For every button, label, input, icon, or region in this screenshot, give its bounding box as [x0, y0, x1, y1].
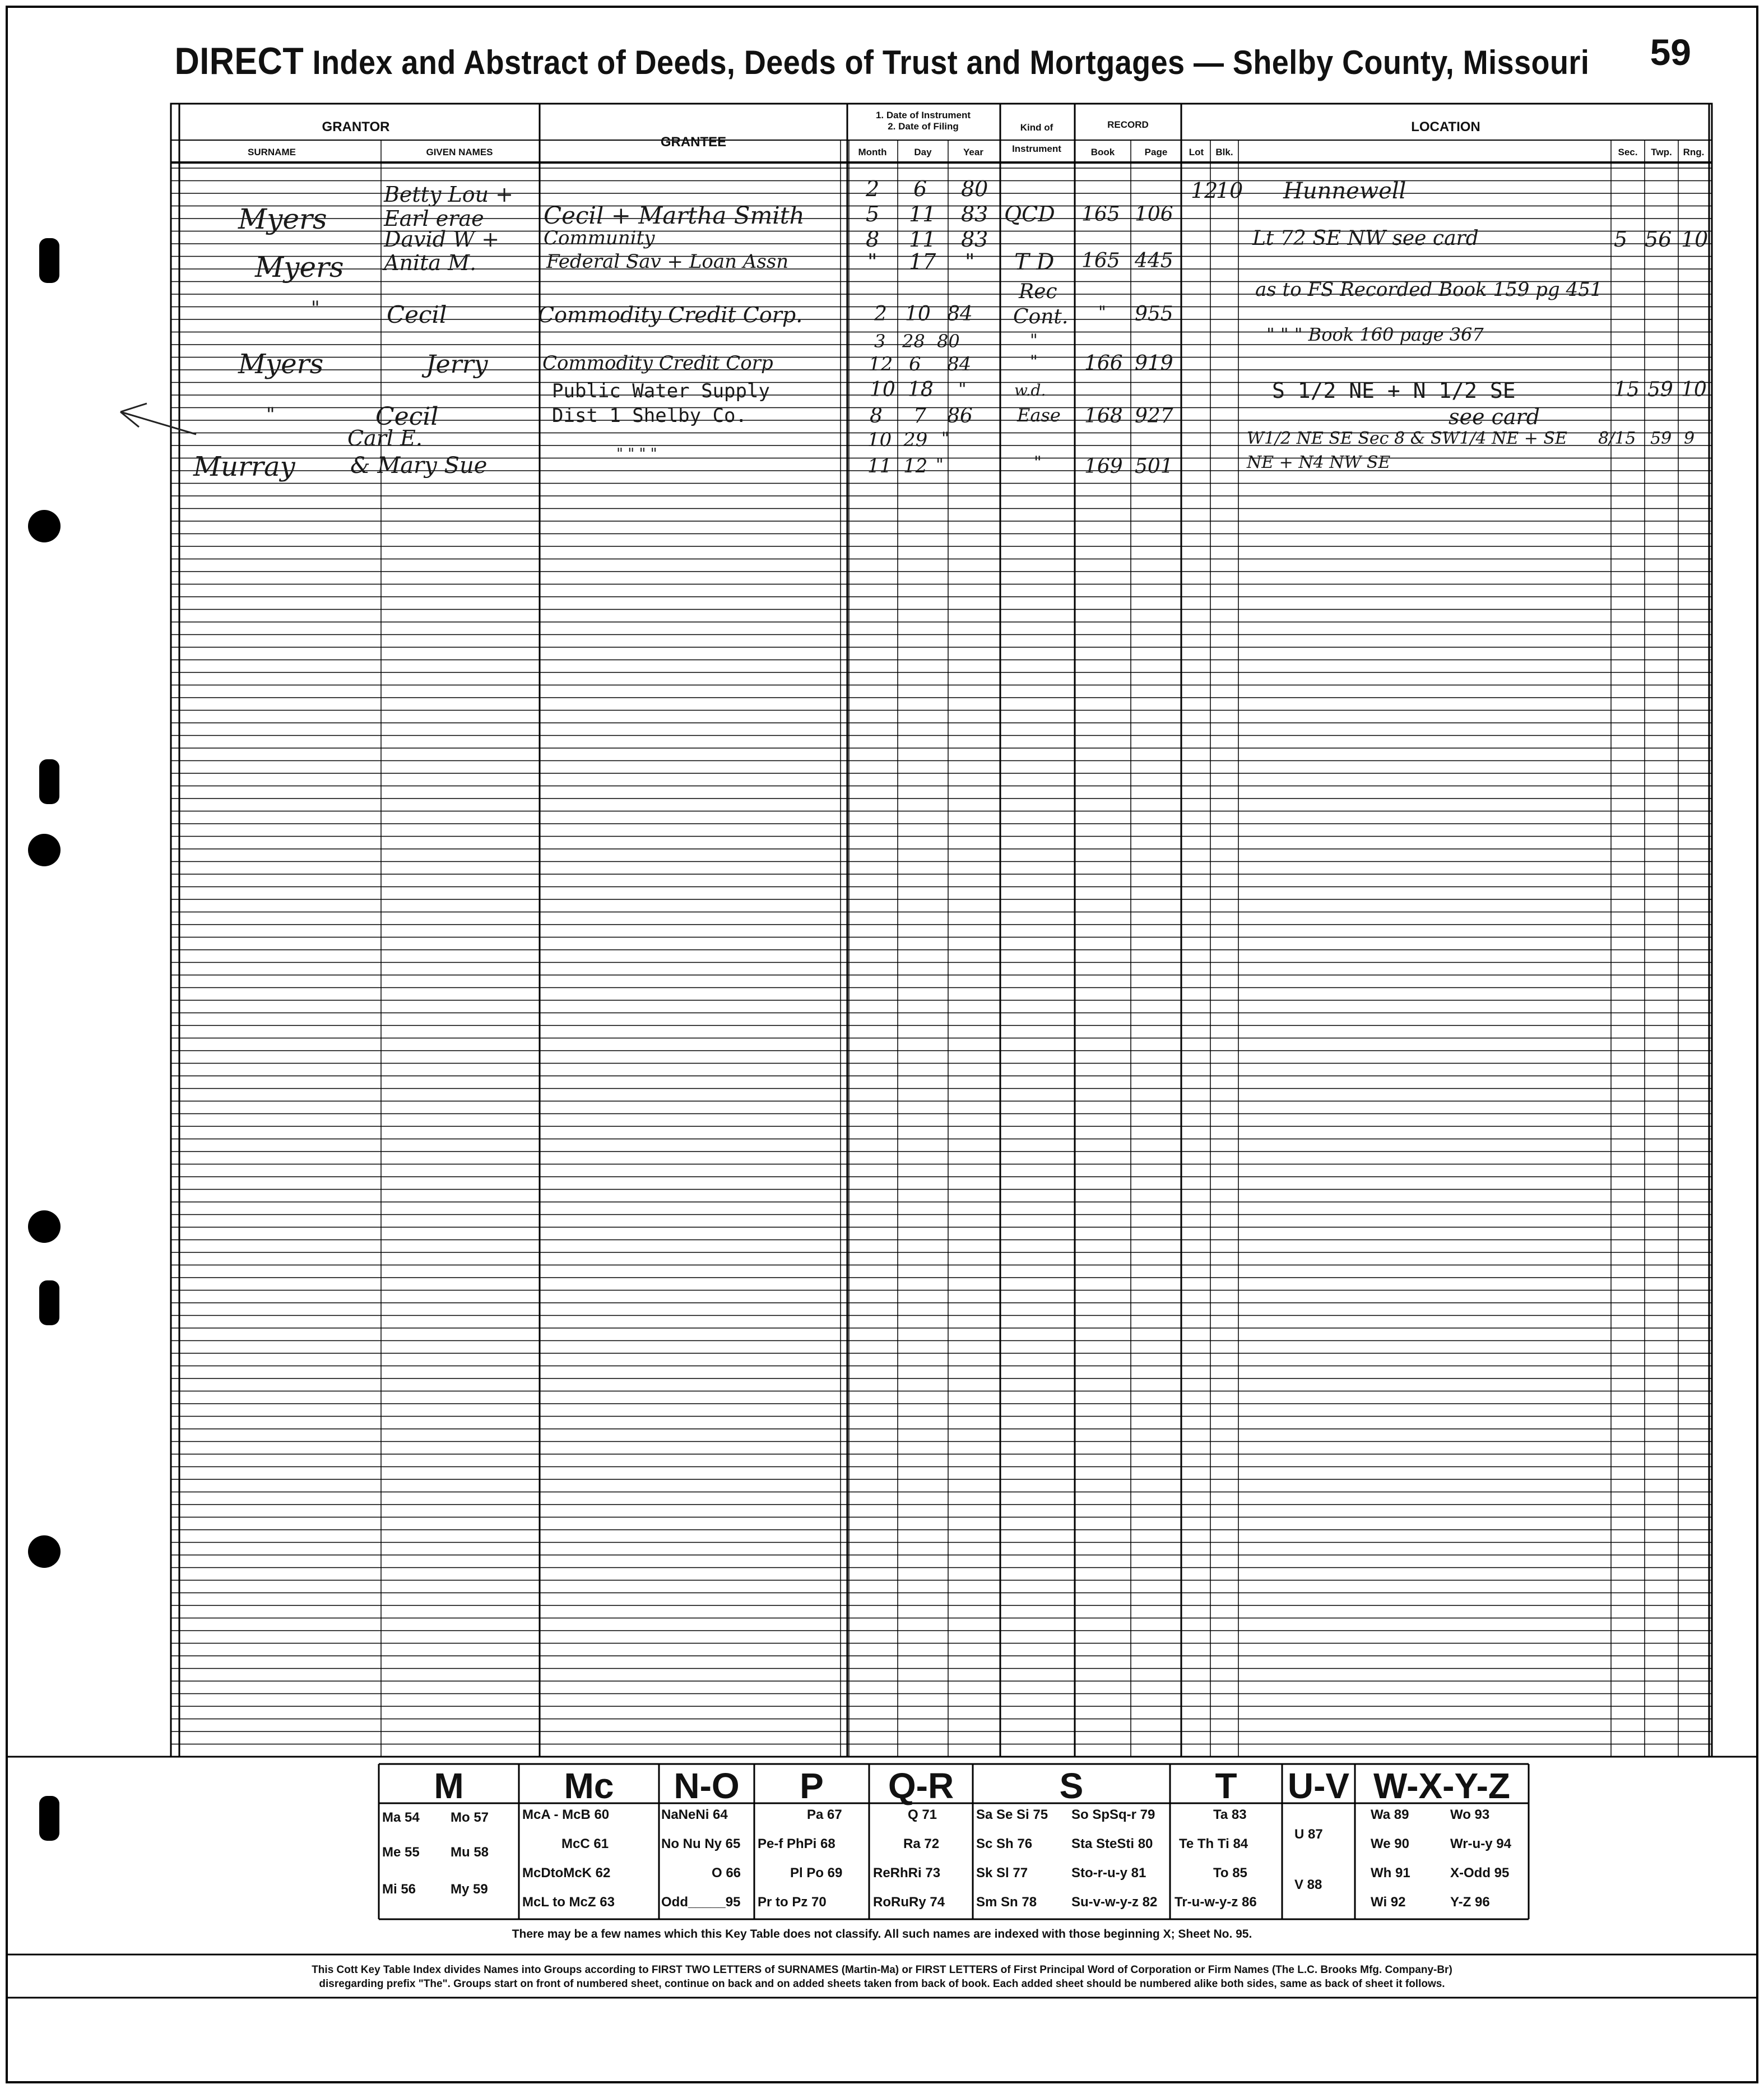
- entry-kind: T D: [1014, 249, 1055, 275]
- key-no-row: NaNeNi 64: [661, 1807, 728, 1822]
- entry-kind-top: Rec: [1019, 280, 1057, 303]
- entry-surname: Myers: [255, 251, 344, 284]
- entry-page: 106: [1135, 203, 1173, 226]
- entry-given-top: David W +: [384, 227, 500, 252]
- entry-page: 919: [1135, 352, 1173, 375]
- key-uv-row: U 87: [1294, 1827, 1323, 1842]
- entry-given: Cecil: [387, 301, 447, 328]
- entry-day: 10: [905, 303, 931, 326]
- key-m-row: Mo 57: [451, 1810, 489, 1825]
- entry-location: W1/2 NE SE Sec 8 & SW1/4 NE + SE: [1247, 429, 1567, 448]
- page-header: Page: [1144, 147, 1168, 157]
- entry-rng: 10: [1681, 227, 1709, 252]
- entry-kind: QCD: [1004, 202, 1055, 226]
- key-mc-row: McDtoMcK 62: [522, 1865, 611, 1881]
- date-instrument-header: 1. Date of Instrument: [875, 110, 971, 120]
- entry-day: 6: [909, 353, 921, 375]
- key-p-row: Pr to Pz 70: [758, 1895, 827, 1910]
- entry-year: 80: [961, 177, 988, 201]
- entry-grantee: Dist 1 Shelby Co.: [552, 405, 747, 427]
- key-wz-row: Y-Z 96: [1450, 1895, 1490, 1910]
- entry-given: Earl erae: [384, 206, 484, 231]
- entry-day: 18: [908, 378, 934, 401]
- key-p-row: Pl Po 69: [790, 1865, 843, 1881]
- entry-grantee: Commodity Credit Corp: [542, 352, 773, 374]
- key-m-row: Mu 58: [451, 1845, 489, 1860]
- key-letter-qr: Q-R: [888, 1766, 954, 1806]
- entry-grantee-top: Community: [544, 227, 655, 249]
- entry-month: 8: [866, 227, 880, 252]
- entry-twp: 56: [1645, 227, 1672, 252]
- key-qr-row: RoRuRy 74: [873, 1895, 945, 1910]
- entry-month-filing: 5: [866, 202, 880, 226]
- entry-grantee: " " " ": [616, 445, 657, 462]
- entry-page: 927: [1135, 405, 1173, 428]
- entry-month: 8: [870, 405, 883, 428]
- key-no-row: Odd_____95: [661, 1895, 741, 1910]
- entry-year: ": [958, 378, 967, 400]
- entry-book: 169: [1084, 455, 1123, 478]
- entry-given: & Mary Sue: [350, 453, 488, 479]
- entry-kind: ": [1030, 331, 1038, 350]
- entry-day: 28: [902, 331, 925, 352]
- grantee-header: GRANTEE: [660, 134, 727, 150]
- entry-book: 165: [1081, 249, 1120, 272]
- day-header: Day: [914, 147, 932, 157]
- entry-year-filing: 83: [961, 202, 988, 226]
- entry-location: Hunnewell: [1283, 178, 1406, 204]
- key-letter-no: N-O: [674, 1766, 740, 1806]
- key-s-row: Sk Sl 77: [976, 1865, 1028, 1881]
- key-wz-row: We 90: [1371, 1836, 1409, 1851]
- entry-year: 84: [947, 303, 973, 326]
- key-letter-uv: U-V: [1287, 1766, 1350, 1806]
- entry-day: 12: [903, 455, 928, 477]
- entry-sec: 8/15: [1598, 429, 1636, 448]
- key-p-row: Pe-f PhPi 68: [758, 1836, 835, 1851]
- entry-location: as to FS Recorded Book 159 pg 451: [1255, 278, 1603, 301]
- title-bold: DIRECT: [174, 40, 304, 82]
- key-s-row: Sa Se Si 75: [976, 1807, 1048, 1822]
- key-t-row: Tr-u-w-y-z 86: [1175, 1895, 1257, 1910]
- entry-month: 3: [874, 331, 886, 352]
- entry-year: 86: [947, 405, 973, 428]
- entry-book: 168: [1084, 405, 1123, 428]
- key-no-row: O 66: [712, 1865, 741, 1881]
- entry-given-top: Betty Lou +: [384, 182, 514, 207]
- blk-header: Blk.: [1215, 147, 1233, 157]
- footer-line-2: disregarding prefix "The". Groups start on front of numbered sheet, continue on back and on added sheets taken from back of book. Each added sheet should be numbered alike both sides, same as back of sheet it follows.: [319, 1978, 1445, 1990]
- key-t-row: Ta 83: [1213, 1807, 1247, 1822]
- entry-kind: Cont.: [1013, 305, 1069, 328]
- entry-surname: Myers: [238, 203, 327, 235]
- entry-sec: 15: [1614, 378, 1640, 401]
- key-t-row: To 85: [1213, 1865, 1247, 1881]
- footer-line-1: This Cott Key Table Index divides Names into Groups according to FIRST TWO LETTERS of SURNAMES (Martin-Ma) or FIRST LETTERS of First Principal Word of Corporation or Firm Names (The L.C. Brooks Mfg. Company-Br): [312, 1964, 1452, 1976]
- entry-day-filing: 17: [909, 249, 936, 274]
- key-letter-m: M: [434, 1766, 464, 1806]
- entry-month: 2: [866, 177, 880, 201]
- key-table-note: There may be a few names which this Key Table does not classify. All such names are indexed with those beginning X; Sheet No. 95.: [512, 1928, 1252, 1941]
- entry-grantee: Federal Sav + Loan Assn: [546, 250, 789, 273]
- entry-year: 83: [961, 227, 988, 252]
- entry-surname: ": [266, 403, 275, 426]
- entry-twp: 59: [1650, 429, 1672, 448]
- key-s-row: Su-v-w-y-z 82: [1071, 1895, 1158, 1910]
- entry-page: 445: [1135, 249, 1173, 272]
- key-s-row: Sc Sh 76: [976, 1836, 1033, 1851]
- key-s-row: So SpSq-r 79: [1071, 1807, 1155, 1822]
- key-wz-row: Wa 89: [1371, 1807, 1409, 1822]
- entry-year: 80: [937, 331, 960, 352]
- key-letter-t: T: [1215, 1766, 1237, 1806]
- entry-given: Anita M.: [384, 250, 477, 275]
- location-header: LOCATION: [1411, 119, 1480, 134]
- sec-header: Sec.: [1618, 147, 1638, 157]
- key-wz-row: Wr-u-y 94: [1450, 1836, 1511, 1851]
- key-wz-row: Wi 92: [1371, 1895, 1406, 1910]
- entry-grantee: Public Water Supply: [552, 380, 770, 402]
- given-names-header: GIVEN NAMES: [426, 147, 493, 157]
- entry-page: 955: [1135, 303, 1173, 326]
- entry-month: 11: [867, 455, 892, 477]
- grantor-header: GRANTOR: [322, 119, 390, 134]
- key-s-row: Sta SteSti 80: [1071, 1836, 1153, 1851]
- key-letter-wz: W-X-Y-Z: [1373, 1766, 1510, 1806]
- entry-given: Jerry: [426, 350, 488, 379]
- entry-surname: Murray: [193, 451, 295, 482]
- key-wz-row: Wo 93: [1450, 1807, 1490, 1822]
- entry-book: ": [1098, 303, 1106, 322]
- key-uv-row: V 88: [1294, 1877, 1322, 1892]
- entry-grantee: Cecil + Martha Smith: [544, 202, 805, 229]
- title-rest: Index and Abstract of Deeds, Deeds of Trust and Mortgages — Shelby County, Missouri: [312, 44, 1590, 81]
- year-header: Year: [963, 147, 983, 157]
- key-mc-row: McL to McZ 63: [522, 1895, 615, 1910]
- key-wz-row: X-Odd 95: [1450, 1865, 1510, 1881]
- key-letter-p: P: [800, 1766, 824, 1806]
- entry-day-filing: 11: [909, 202, 936, 226]
- entry-month: 2: [874, 303, 887, 326]
- key-letter-s: S: [1059, 1766, 1084, 1806]
- entry-rng: 9: [1684, 429, 1695, 448]
- rng-header: Rng.: [1683, 147, 1705, 157]
- key-s-row: Sm Sn 78: [976, 1895, 1037, 1910]
- entry-day: 7: [913, 405, 926, 428]
- key-m-row: Ma 54: [382, 1810, 420, 1825]
- entry-lot: 12: [1191, 178, 1218, 203]
- twp-header: Twp.: [1651, 147, 1672, 157]
- key-p-row: Pa 67: [807, 1807, 842, 1822]
- kind-header: Kind of: [1020, 122, 1053, 133]
- key-qr-row: Q 71: [908, 1807, 937, 1822]
- key-qr-row: ReRhRi 73: [873, 1865, 941, 1881]
- lot-header: Lot: [1189, 147, 1204, 157]
- key-mc-row: McA - McB 60: [522, 1807, 610, 1822]
- key-m-row: Me 55: [382, 1845, 420, 1860]
- key-wz-row: Wh 91: [1371, 1865, 1410, 1881]
- entry-year: 84: [947, 353, 972, 375]
- entry-twp: 59: [1647, 378, 1673, 401]
- entry-month: 10: [867, 429, 892, 451]
- record-header: RECORD: [1107, 119, 1149, 130]
- surname-header: SURNAME: [248, 147, 296, 157]
- sheet-number: 59: [1650, 31, 1691, 73]
- entry-day: 29: [903, 429, 928, 451]
- key-t-row: Te Th Ti 84: [1179, 1836, 1248, 1851]
- entry-kind: ": [1034, 453, 1042, 472]
- entry-day: 11: [909, 227, 936, 252]
- key-letter-mc: Mc: [564, 1766, 614, 1806]
- entry-month: 10: [870, 378, 895, 401]
- entry-location: NE + N4 NW SE: [1247, 453, 1391, 472]
- entry-day: 6: [913, 177, 927, 201]
- entry-page: 501: [1135, 455, 1173, 478]
- entry-location: S 1/2 NE + N 1/2 SE: [1272, 378, 1516, 403]
- entry-month-filing: ": [867, 249, 878, 274]
- entry-book: 165: [1081, 203, 1120, 226]
- key-m-row: Mi 56: [382, 1882, 416, 1897]
- key-no-row: No Nu Ny 65: [661, 1836, 741, 1851]
- entry-kind: w.d.: [1014, 381, 1046, 400]
- entry-blk: 10: [1216, 178, 1243, 203]
- entry-surname: Myers: [238, 349, 324, 380]
- entry-rng: 10: [1681, 378, 1707, 401]
- entry-given: Cecil: [375, 402, 439, 431]
- key-mc-row: McC 61: [561, 1836, 609, 1851]
- key-s-row: Sto-r-u-y 81: [1071, 1865, 1146, 1881]
- entry-kind: ": [1030, 352, 1038, 372]
- instrument-header: Instrument: [1012, 143, 1061, 154]
- entry-location: Lt 72 SE NW see card: [1252, 227, 1479, 250]
- entry-year: ": [936, 455, 944, 475]
- entry-grantee: Commodity Credit Corp.: [538, 303, 803, 327]
- key-m-row: My 59: [451, 1882, 488, 1897]
- entry-year-filing: ": [965, 249, 975, 274]
- entry-kind: Ease: [1017, 405, 1061, 426]
- entry-given-top: Carl E.: [347, 426, 423, 451]
- entry-year: ": [941, 429, 949, 448]
- entry-sec: 5: [1614, 227, 1628, 252]
- key-qr-row: Ra 72: [903, 1836, 940, 1851]
- entry-month: 12: [869, 353, 893, 375]
- entry-location: see card: [1449, 405, 1540, 429]
- entry-book: 166: [1084, 352, 1123, 375]
- month-header: Month: [858, 147, 887, 157]
- entry-surname: ": [311, 297, 320, 319]
- date-filing-header: 2. Date of Filing: [888, 121, 959, 132]
- book-header: Book: [1090, 147, 1115, 157]
- entry-location: " " " Book 160 page 367: [1266, 324, 1484, 345]
